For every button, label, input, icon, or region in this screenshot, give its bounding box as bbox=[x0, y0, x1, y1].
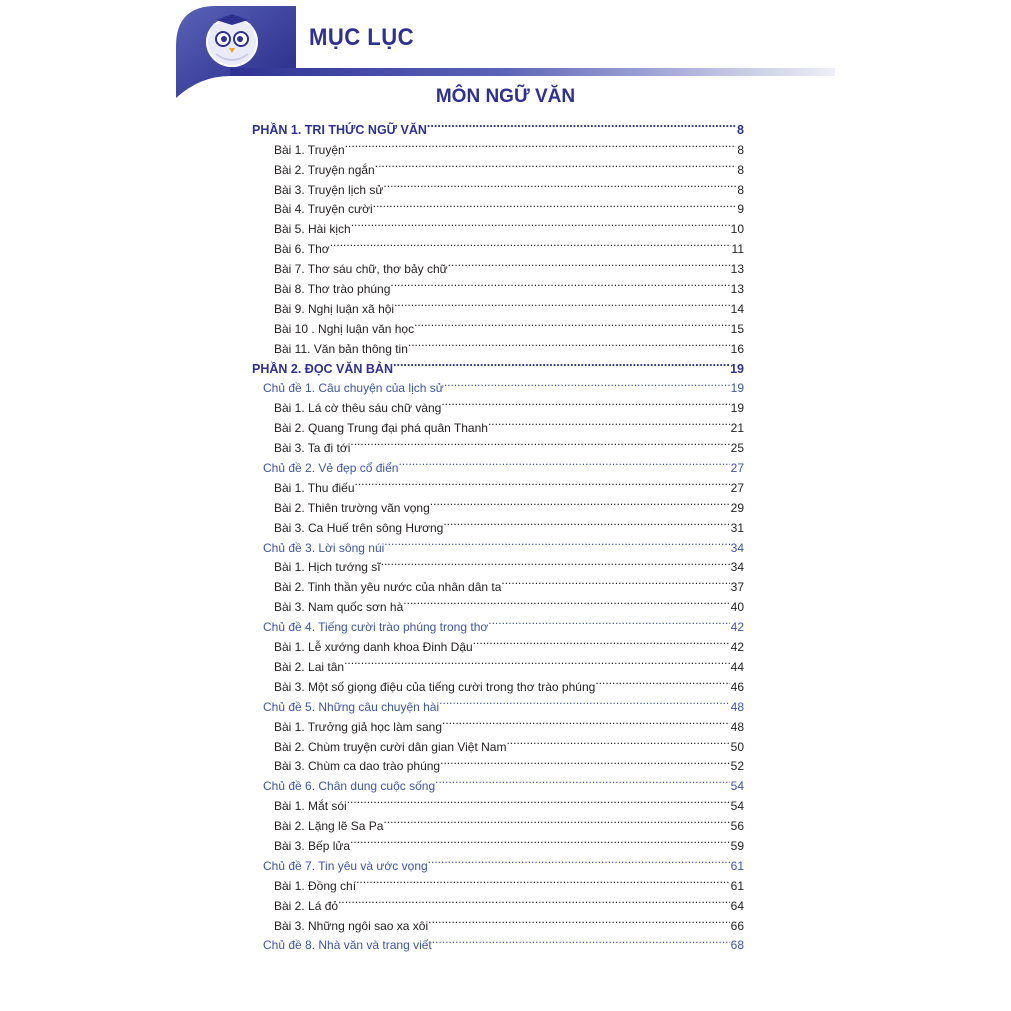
toc-entry-label: Bài 3. Truyện lịch sử bbox=[274, 182, 384, 197]
toc-entry-label: Chủ đề 2. Vẻ đẹp cổ điển bbox=[263, 461, 399, 476]
toc-page-number: 9 bbox=[737, 202, 744, 217]
toc-entry-label: Bài 2. Lai tân bbox=[274, 659, 345, 674]
toc-entry-label: Bài 1. Mắt sói bbox=[274, 799, 347, 814]
toc-entry-label: Chủ đề 7. Tin yêu và ước vọng bbox=[263, 858, 428, 873]
toc-entry-label: Bài 3. Bếp lửa bbox=[274, 838, 351, 853]
dot-leader bbox=[427, 114, 736, 134]
toc-entry-label: Bài 2. Lá đỏ bbox=[274, 898, 339, 913]
dot-leader bbox=[428, 850, 730, 870]
toc-entry-label: Chủ đề 5. Những câu chuyện hài bbox=[263, 699, 440, 714]
header-badge bbox=[176, 6, 296, 98]
table-of-contents bbox=[252, 114, 744, 953]
toc-page-number: 8 bbox=[737, 122, 744, 137]
dot-leader bbox=[439, 691, 729, 711]
toc-page-number: 66 bbox=[730, 918, 744, 933]
dot-leader bbox=[443, 512, 729, 532]
dot-leader bbox=[375, 154, 737, 174]
toc-page-number: 27 bbox=[730, 480, 744, 495]
toc-page-number: 10 bbox=[730, 222, 744, 237]
toc-page-number: 31 bbox=[730, 520, 744, 535]
toc-page-number: 8 bbox=[737, 162, 744, 177]
toc-page-number: 48 bbox=[730, 699, 744, 714]
dot-leader bbox=[442, 711, 730, 731]
toc-entry-label: Bài 1. Lễ xướng danh khoa Đinh Dậu bbox=[274, 640, 473, 655]
toc-page-number: 8 bbox=[737, 182, 744, 197]
toc-entry-label: Bài 2. Quang Trung đại phá quân Thanh bbox=[274, 421, 488, 436]
toc-page-number: 42 bbox=[730, 640, 744, 655]
toc-entry-label: Bài 1. Thu điếu bbox=[274, 480, 355, 495]
toc-entry-label: Bài 7. Thơ sáu chữ, thơ bảy chữ bbox=[274, 262, 448, 277]
dot-leader bbox=[506, 731, 729, 751]
toc-entry-label: Bài 11. Văn bản thông tin bbox=[274, 341, 408, 356]
toc-page-number: 14 bbox=[730, 301, 744, 316]
toc-page-number: 19 bbox=[730, 401, 744, 416]
toc-page-number: 34 bbox=[730, 560, 744, 575]
dot-leader bbox=[448, 253, 730, 273]
dot-leader bbox=[473, 631, 730, 651]
dot-leader bbox=[430, 492, 730, 512]
toc-entry-label: Bài 6. Thơ bbox=[274, 242, 330, 257]
toc-entry-label: Chủ đề 3. Lời sông núi bbox=[263, 540, 385, 555]
dot-leader bbox=[344, 651, 730, 671]
toc-page-number: 44 bbox=[730, 659, 744, 674]
dot-leader bbox=[398, 452, 729, 472]
toc-page-number: 13 bbox=[730, 282, 744, 297]
toc-page-number: 34 bbox=[730, 540, 744, 555]
toc-page-number: 27 bbox=[730, 461, 744, 476]
toc-page-number: 21 bbox=[730, 421, 744, 436]
toc-entry-label: Bài 3. Nam quốc sơn hà bbox=[274, 600, 404, 615]
dot-leader bbox=[595, 671, 729, 691]
dot-leader bbox=[428, 910, 730, 930]
toc-entry-label: Bài 3. Những ngôi sao xa xôi bbox=[274, 918, 429, 933]
dot-leader bbox=[403, 591, 729, 611]
dot-leader bbox=[383, 810, 729, 830]
toc-entry-label: Bài 1. Hịch tướng sĩ bbox=[274, 560, 381, 575]
toc-page-number: 29 bbox=[730, 500, 744, 515]
toc-page-number: 68 bbox=[730, 938, 744, 953]
dot-leader bbox=[440, 751, 730, 771]
toc-page-number: 59 bbox=[730, 838, 744, 853]
toc-page-number: 54 bbox=[730, 799, 744, 814]
dot-leader bbox=[501, 571, 729, 591]
dot-leader bbox=[355, 472, 730, 492]
toc-page-number: 42 bbox=[730, 620, 744, 635]
toc-entry-label: Bài 4. Truyện cười bbox=[274, 202, 373, 217]
dot-leader bbox=[488, 412, 730, 432]
toc-entry-label: Bài 1. Truyện bbox=[274, 142, 345, 157]
toc-entry-label: Chủ đề 4. Tiếng cười trào phúng trong thơ bbox=[263, 620, 489, 635]
toc-entry-label: Bài 8. Thơ trào phúng bbox=[274, 282, 391, 297]
toc-entry-label: Bài 1. Lá cờ thêu sáu chữ vàng bbox=[274, 401, 442, 416]
dot-leader bbox=[444, 373, 730, 393]
dot-leader bbox=[350, 432, 729, 452]
page-title: MỤC LỤC bbox=[309, 24, 415, 51]
subject-title: MÔN NGỮ VĂN bbox=[435, 86, 576, 107]
dot-leader bbox=[441, 392, 729, 412]
toc-page-number: 64 bbox=[730, 898, 744, 913]
toc-entry-label: Bài 10 . Nghị luận văn học bbox=[274, 321, 415, 336]
dot-leader bbox=[414, 313, 730, 333]
dot-leader bbox=[338, 890, 730, 910]
dot-leader bbox=[390, 273, 729, 293]
toc-page-number: 40 bbox=[730, 600, 744, 615]
dot-leader bbox=[351, 213, 730, 233]
dot-leader bbox=[347, 790, 730, 810]
dot-leader bbox=[408, 333, 730, 353]
toc-page-number: 50 bbox=[730, 739, 744, 754]
toc-entry-label: Bài 1. Đồng chí bbox=[274, 878, 357, 893]
dot-leader bbox=[373, 194, 737, 214]
toc-page-number: 25 bbox=[730, 441, 744, 456]
toc-page-number: 48 bbox=[730, 719, 744, 734]
toc-entry-label: Chủ đề 1. Câu chuyện của lịch sử bbox=[263, 381, 444, 396]
toc-entry-label: Bài 1. Trưởng giả học làm sang bbox=[274, 719, 442, 734]
toc-page-number: 37 bbox=[730, 580, 744, 595]
dot-leader bbox=[488, 611, 729, 631]
dot-leader bbox=[356, 870, 730, 890]
dot-leader bbox=[432, 930, 730, 950]
toc-entry-label: Bài 2. Truyện ngắn bbox=[274, 162, 375, 177]
toc-page-number: 15 bbox=[730, 321, 744, 336]
toc-entry-label: PHẦN 1. TRI THỨC NGỮ VĂN bbox=[252, 122, 427, 137]
toc-entry-label: Bài 3. Ca Huế trên sông Hương bbox=[274, 520, 444, 535]
toc-page-number: 13 bbox=[730, 262, 744, 277]
toc-page-number: 46 bbox=[730, 679, 744, 694]
dot-leader bbox=[435, 770, 730, 790]
toc-page-number: 54 bbox=[730, 779, 744, 794]
toc-page-number: 19 bbox=[730, 381, 744, 396]
dot-leader bbox=[350, 830, 730, 850]
dot-leader bbox=[330, 233, 731, 253]
toc-entry-label: Bài 3. Chùm ca dao trào phúng bbox=[274, 759, 441, 774]
toc-part[interactable] bbox=[252, 114, 744, 137]
dot-leader bbox=[393, 353, 729, 373]
toc-entry-label: Bài 2. Thiên trường vãn vọng bbox=[274, 500, 430, 515]
dot-leader bbox=[394, 293, 730, 313]
toc-page-number: 61 bbox=[730, 858, 744, 873]
header-rule bbox=[230, 68, 835, 76]
toc-entry-label: Bài 5. Hài kịch bbox=[274, 222, 351, 237]
dot-leader bbox=[345, 134, 737, 154]
dot-leader bbox=[383, 174, 736, 194]
toc-page-number: 56 bbox=[730, 819, 744, 834]
toc-entry-label: Bài 2. Tinh thần yêu nước của nhân dân ta bbox=[274, 580, 502, 595]
toc-page-number: 52 bbox=[730, 759, 744, 774]
toc-page-number: 8 bbox=[737, 142, 744, 157]
toc-entry-label: Chủ đề 8. Nhà văn và trang viết bbox=[263, 938, 432, 953]
toc-page-number: 11 bbox=[731, 242, 744, 257]
toc-entry-label: Bài 2. Lặng lẽ Sa Pa bbox=[274, 819, 384, 834]
toc-entry-label: Bài 2. Chùm truyện cười dân gian Việt Nam bbox=[274, 739, 507, 754]
dot-leader bbox=[381, 552, 730, 572]
toc-entry-label: Bài 3. Ta đi tới bbox=[274, 441, 351, 456]
toc-entry-label: Bài 3. Một số giọng điệu của tiếng cười trong thơ trào phúng bbox=[274, 679, 596, 694]
toc-page-number: 19 bbox=[730, 361, 744, 376]
toc-page-number: 61 bbox=[730, 878, 744, 893]
toc-entry-label: Chủ đề 6. Chân dung cuộc sống bbox=[263, 779, 436, 794]
toc-entry-label: PHẦN 2. ĐỌC VĂN BẢN bbox=[252, 361, 393, 376]
toc-entry-label: Bài 9. Nghị luận xã hội bbox=[274, 301, 395, 316]
dot-leader bbox=[384, 532, 729, 552]
toc-page-number: 16 bbox=[730, 341, 744, 356]
